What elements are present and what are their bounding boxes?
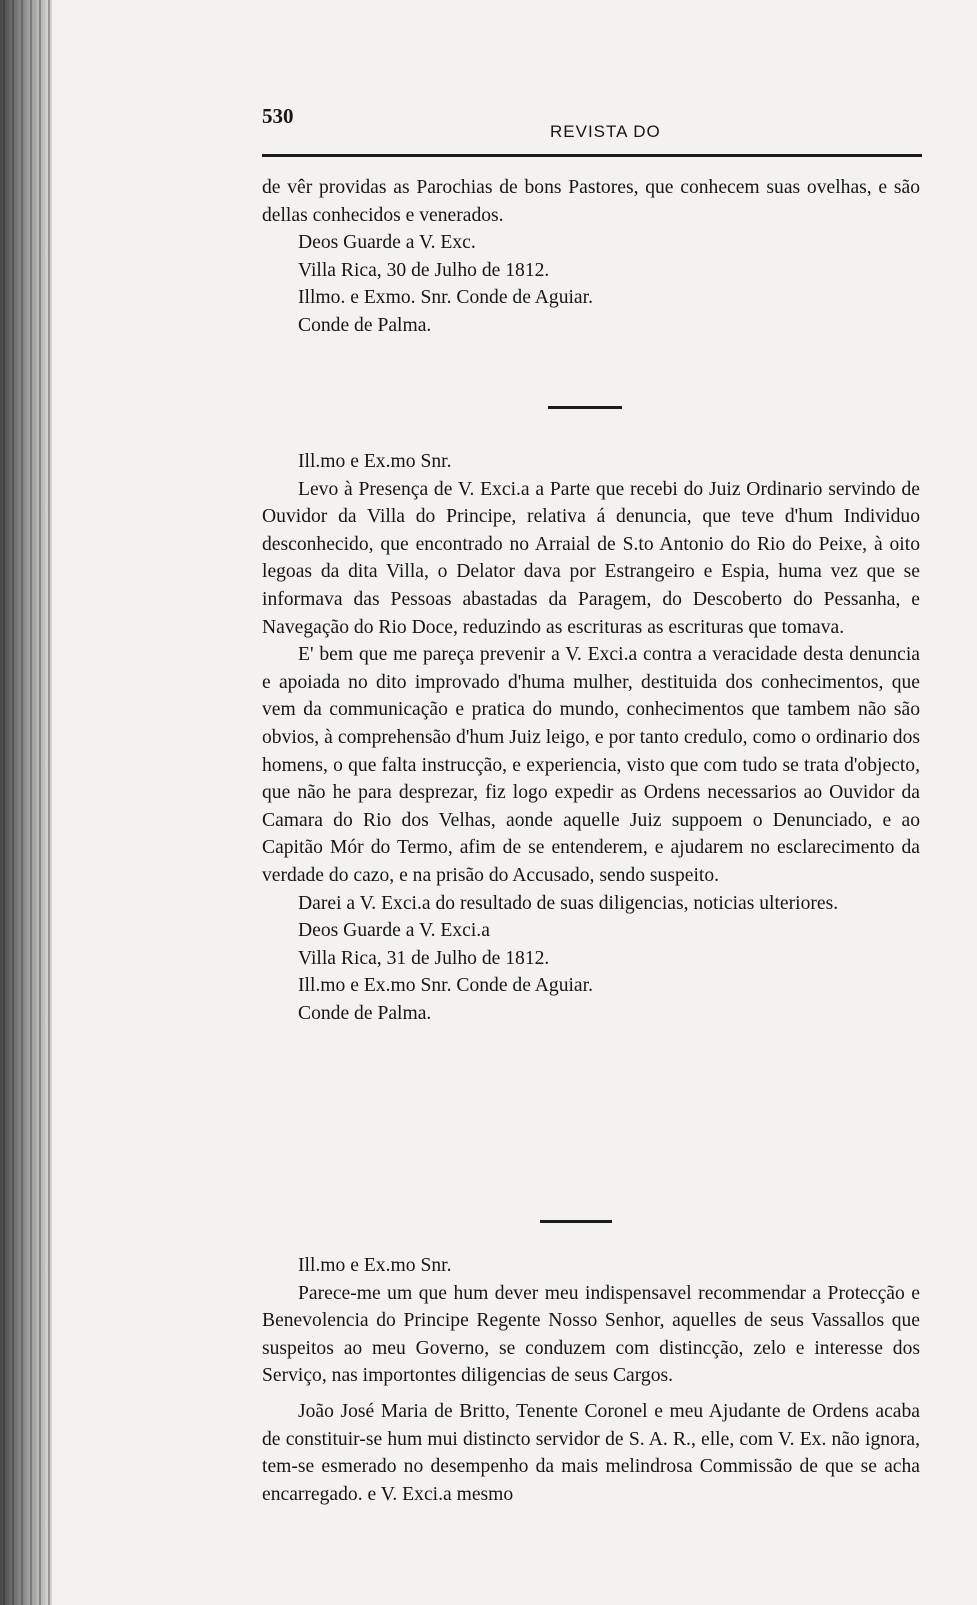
letter-2-paragraph-3: Darei a V. Exci.a do resultado de suas diligencias, noticias ulteriores. [298, 892, 839, 914]
letter-1-place-date: Villa Rica, 30 de Julho de 1812. [298, 259, 550, 281]
letter-1-body: de vêr providas as Parochias de bons Pastores, que conhecem suas ovelhas, e são dellas conhecidos e venerados. [262, 177, 920, 226]
letter-1-addressee: Illmo. e Exmo. Snr. Conde de Aguiar. [298, 287, 593, 309]
section-separator-2 [540, 1220, 612, 1223]
letter-3 [262, 1252, 920, 1508]
letter-2-addressee: Ill.mo e Ex.mo Snr. Conde de Aguiar. [298, 975, 593, 997]
letter-1 [262, 174, 920, 340]
header-rule [262, 154, 922, 157]
letter-2-closing: Deos Guarde a V. Exci.a [298, 920, 490, 942]
letter-2-place-date: Villa Rica, 31 de Julho de 1812. [298, 947, 550, 969]
page-number: 530 [262, 104, 294, 128]
letter-3-paragraph-2: João José Maria de Britto, Tenente Coronel e meu Ajudante de Ordens acaba de constituir-se hum mui distincto servidor de S. A. R., elle, com V. Ex. não ignora, tem-se esmerado no desempenho da mais melindrosa Commissão de que se acha encarregado. e V. Exci.a mesmo [262, 1400, 920, 1505]
running-title: REVISTA DO [550, 122, 661, 141]
book-binding-shadow [0, 0, 52, 1605]
letter-2-paragraph-2: E' bem que me pareça prevenir a V. Exci.a contra a veracidade desta denuncia e apoiada no dito improvado d'huma mulher, destituida dos conhecimentos, que vem da communicação e pratica do mundo, conhecimentos que tambem não são obvios, à comprehensão d'hum Juiz leigo, e por tanto credulo, como o ordinario dos homens, o que falta instrucção, e experiencia, visto que com tudo se trata d'objecto, que não he para desprezar, fiz logo expedir as Ordens necessarios ao Ouvidor da Camara do Rio dos Velhas, aonde aquelle Juiz suppoem o Denunciado, e ao Capitão Mór do Termo, afim de se entenderem, e ajudarem no esclarecimento da verdade do cazo, e na prisão do Accusado, sendo suspeito. [262, 644, 920, 886]
letter-2 [262, 448, 920, 1027]
section-separator-1 [548, 406, 622, 409]
letter-2-paragraph-1: Levo à Presença de V. Exci.a a Parte que recebi do Juiz Ordinario servindo de Ouvidor da Villa do Principe, relativa á denuncia, que teve d'hum Individuo desconhecido, que encontrado no Arraial de S.to Antonio do Rio do Peixe, à oito legoas da dita Villa, o Delator dava por Estrangeiro e Espia, huma vez que se informava das Pessoas abastadas da Paragem, do Descoberto do Pessanha, e Navegação do Rio Doce, reduzindo as escrituras as escrituras que tomava. [262, 478, 920, 638]
letter-2-salutation: Ill.mo e Ex.mo Snr. [298, 451, 452, 472]
letter-3-paragraph-1: Parece-me um que hum dever meu indispensavel recommendar a Protecção e Benevolencia do Principe Regente Nosso Senhor, aquelles de seus Vassallos que suspeitos ao meu Governo, se conduzem com distincção, zelo e interesse dos Serviço, nas importontes diligencias de seus Cargos. [262, 1282, 920, 1387]
letter-2-signature: Conde de Palma. [298, 1002, 432, 1024]
letter-3-salutation: Ill.mo e Ex.mo Snr. [298, 1255, 452, 1276]
page-header [262, 104, 922, 154]
letter-1-closing: Deos Guarde a V. Exc. [298, 232, 476, 254]
letter-1-signature: Conde de Palma. [298, 314, 432, 336]
